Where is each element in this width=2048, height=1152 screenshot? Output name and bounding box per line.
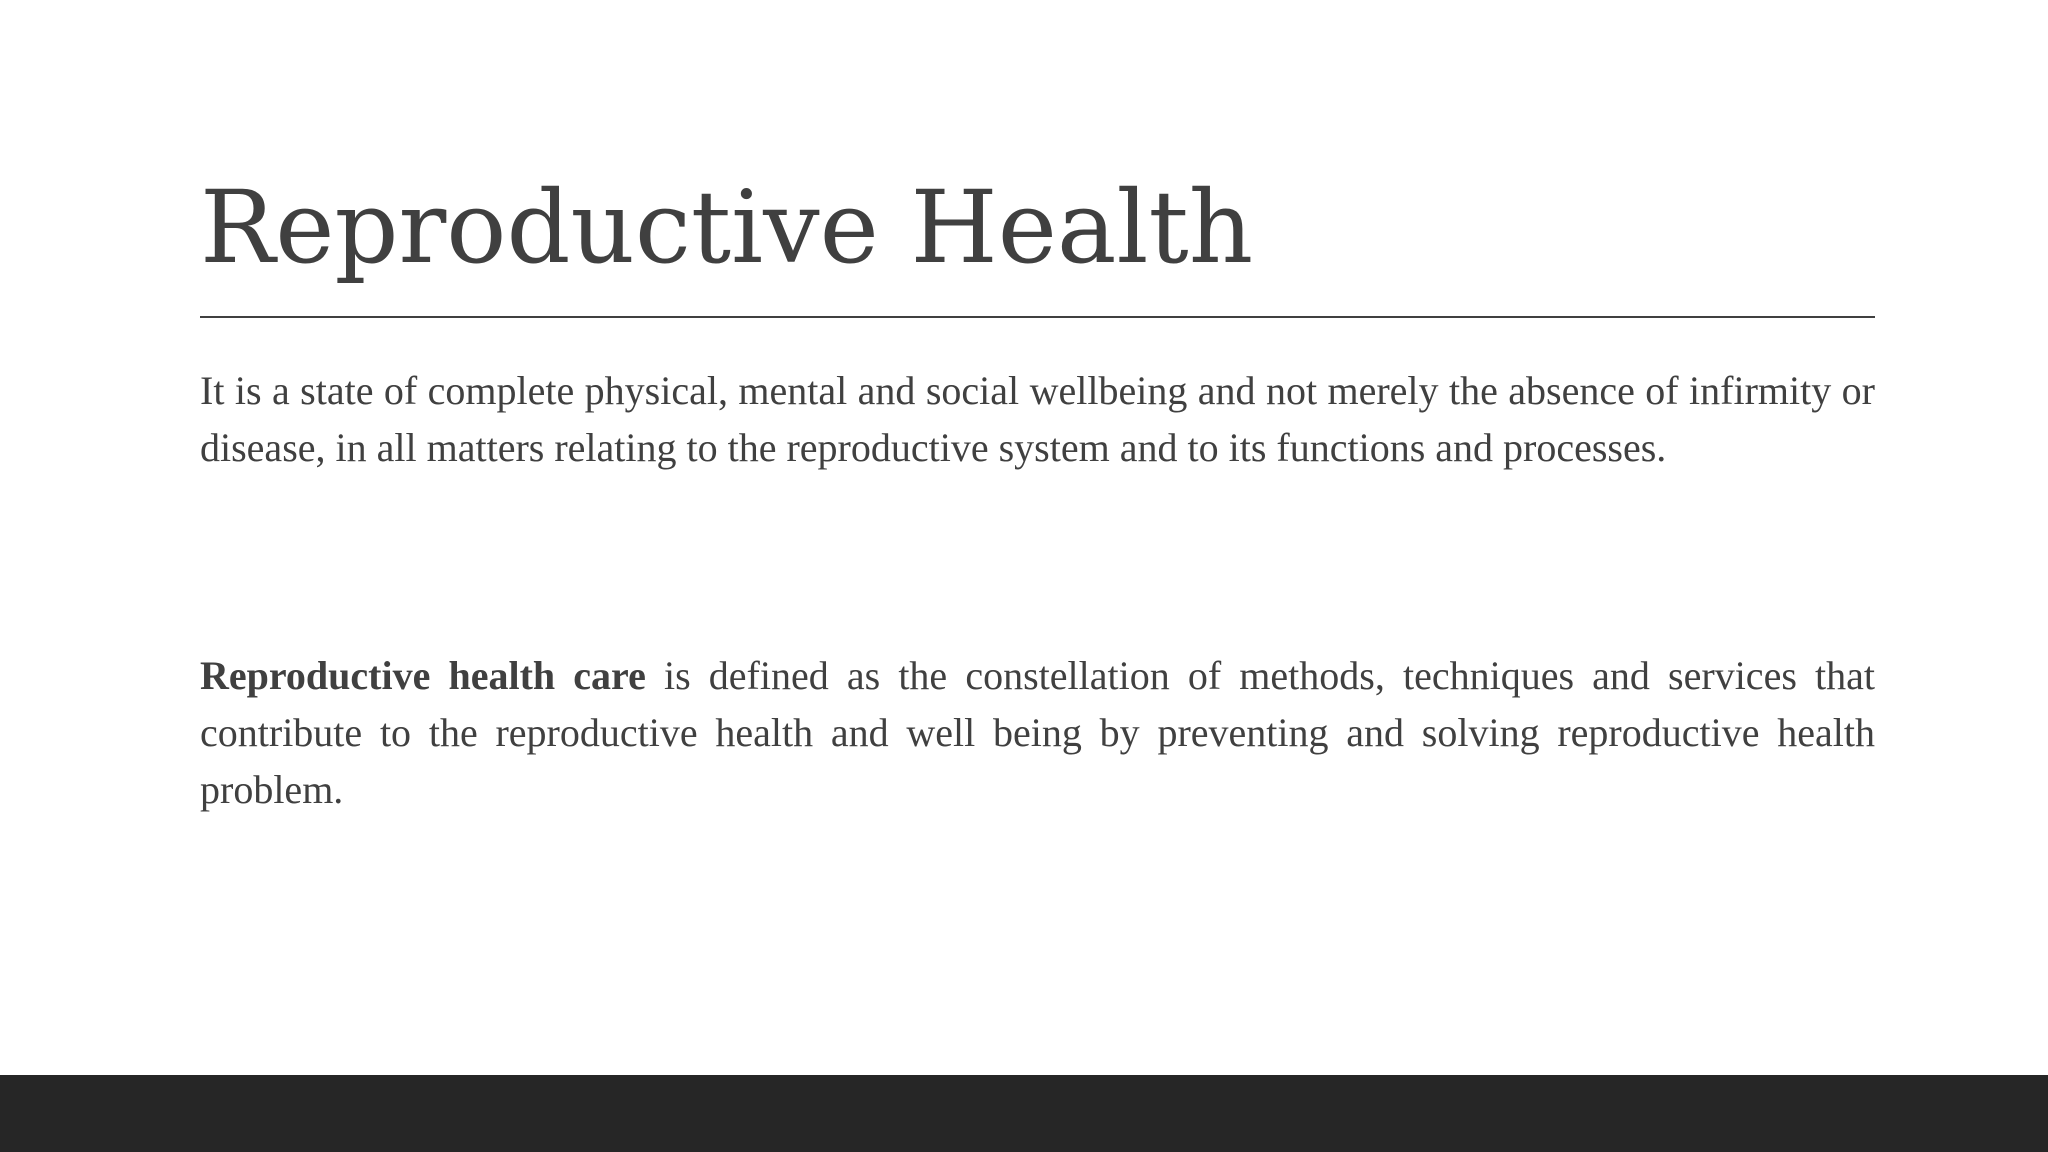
care-paragraph: [200, 647, 1875, 818]
footer-bar: [0, 1075, 2048, 1152]
slide-title: Reproductive Health: [200, 169, 1254, 286]
definition-paragraph: It is a state of complete physical, mental and social wellbeing and not merely the absence of infirmity or disease, in all matters relating to the reproductive system and to its functions and processes.: [200, 368, 1875, 470]
care-definition: is defined as the constellation of methods, techniques and services that contribute to the reproductive health and well being by preventing and solving reproductive health problem.: [200, 653, 1875, 812]
care-term: Reproductive health care: [200, 653, 646, 698]
title-divider: [200, 316, 1875, 318]
